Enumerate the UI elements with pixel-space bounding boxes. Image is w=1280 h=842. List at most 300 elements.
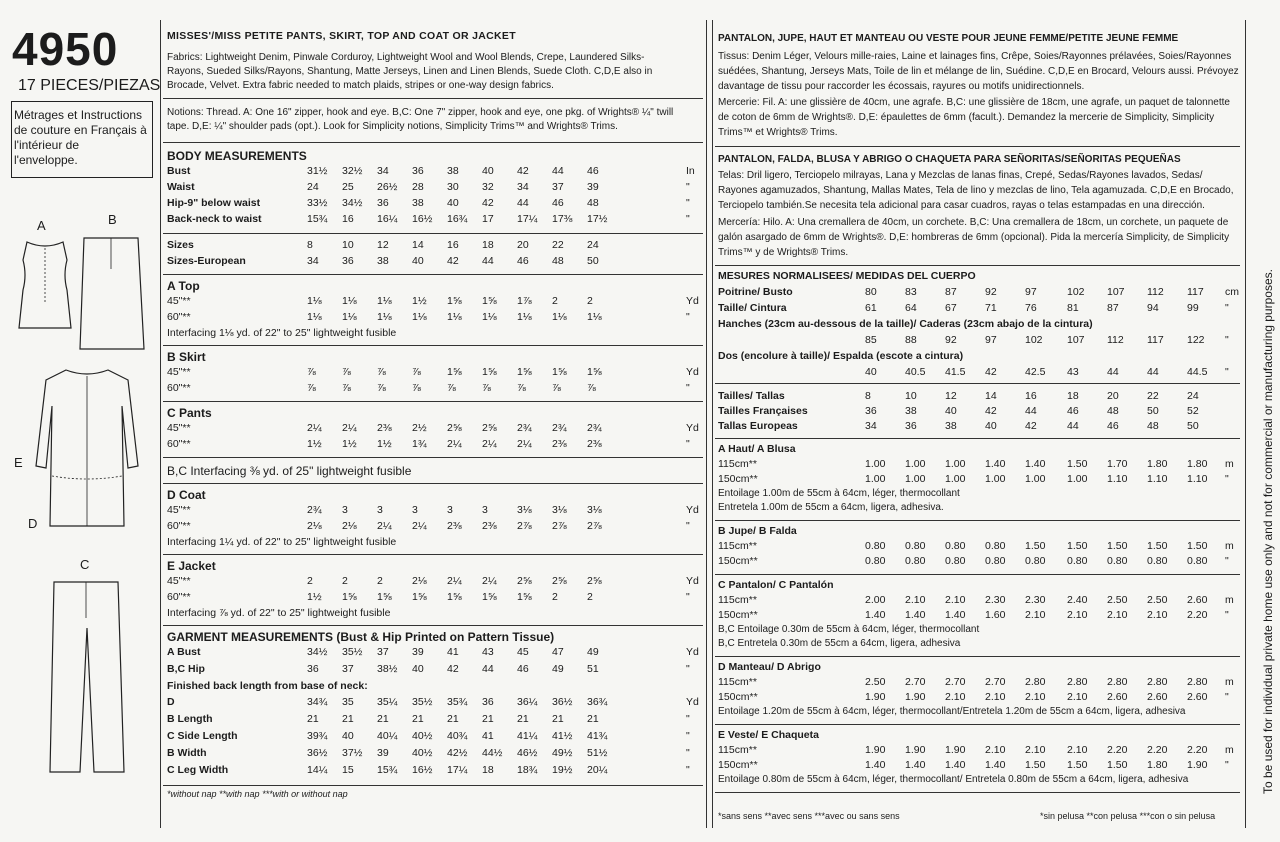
cell-value: 24 xyxy=(307,181,319,193)
view-label: C xyxy=(80,557,90,572)
cell-value: 1⅛ xyxy=(412,311,427,323)
cell-value: 2⅝ xyxy=(517,575,532,587)
row-label: Tallas Europeas xyxy=(718,420,798,432)
cell-value: 2¼ xyxy=(447,438,462,450)
cell-value: 2¼ xyxy=(342,422,357,434)
cell-value: 1.40 xyxy=(985,759,1006,771)
row-label: B Width xyxy=(167,747,207,759)
unit-label: " xyxy=(686,747,690,759)
row-label: 115cm** xyxy=(718,458,757,470)
row-label: C Leg Width xyxy=(167,764,229,776)
row-label: Sizes-European xyxy=(167,255,246,267)
cell-value: 2⅝ xyxy=(552,575,567,587)
cell-value: 16 xyxy=(1025,390,1037,402)
section-title: D Coat xyxy=(167,488,206,502)
cell-value: 87 xyxy=(1107,302,1119,314)
cell-value: 2¾ xyxy=(587,422,602,434)
row-label: Bust xyxy=(167,165,191,177)
cell-value: 1⅝ xyxy=(482,295,497,307)
cell-value: 21 xyxy=(517,713,529,725)
unit-label: " xyxy=(686,764,690,776)
row-label: Tailles Françaises xyxy=(718,405,808,417)
cell-value: 2.70 xyxy=(905,676,926,688)
cell-value: 2.10 xyxy=(945,594,966,606)
merceria-text: Trims™ y de Wrights® Trims. xyxy=(718,247,849,258)
unit-label: " xyxy=(1225,759,1229,771)
row-label: 60"** xyxy=(167,438,191,450)
cell-value: 1⅝ xyxy=(447,591,462,603)
cell-value: 40.5 xyxy=(905,366,926,378)
cell-value: 1⅝ xyxy=(377,591,392,603)
cell-value: 1⅝ xyxy=(482,366,497,378)
cell-value: 1.40 xyxy=(865,609,886,621)
cell-value: 1.40 xyxy=(1025,458,1046,470)
cell-value: 2⅝ xyxy=(447,422,462,434)
cell-value: 3⅛ xyxy=(517,504,532,516)
rule xyxy=(715,792,1240,793)
english-title: MISSES'/MISS PETITE PANTS, SKIRT, TOP AND COAT OR JACKET xyxy=(167,30,516,42)
cell-value: 2⅜ xyxy=(447,520,462,532)
row-label: B,C Hip xyxy=(167,663,205,675)
tissus-text: Tissus: Denim Léger, Velours mille-raies, Laine et lainages fins, Crêpe, Soies/Rayonnes prélavées, Soies/Rayonnes xyxy=(718,51,1232,62)
cell-value: 37 xyxy=(342,663,354,675)
cell-value: 2.60 xyxy=(1187,691,1208,703)
cell-value: 34¾ xyxy=(307,696,328,708)
cell-value: 2.10 xyxy=(985,744,1006,756)
rule xyxy=(163,274,703,275)
cell-value: 2.80 xyxy=(1187,676,1208,688)
footnote: *without nap **with nap ***with or without nap xyxy=(167,789,348,799)
interfacing-note: B,C Entretela 0.30m de 55cm a 64cm, ligera, adhesiva xyxy=(718,638,961,649)
row-label: 150cm** xyxy=(718,555,758,567)
cell-value: 37 xyxy=(552,181,564,193)
rule xyxy=(715,656,1240,657)
cell-value: 46 xyxy=(517,663,529,675)
row-label: 60"** xyxy=(167,382,191,394)
cell-value: 1⅝ xyxy=(342,591,357,603)
row-label: 115cm** xyxy=(718,676,757,688)
unit-label: Yd xyxy=(686,295,699,307)
cell-value: 1.50 xyxy=(1067,759,1088,771)
cell-value: 21 xyxy=(447,713,459,725)
section-title: E Veste/ E Chaqueta xyxy=(718,729,819,741)
cell-value: 3 xyxy=(447,504,453,516)
cell-value: 83 xyxy=(905,286,917,298)
cell-value: 0.80 xyxy=(1107,555,1128,567)
cell-value: 43 xyxy=(482,646,494,658)
cell-value: 30 xyxy=(447,181,459,193)
cell-value: 1½ xyxy=(307,591,322,603)
cell-value: 1⅛ xyxy=(552,311,567,323)
cell-value: 2¼ xyxy=(377,520,392,532)
cell-value: 2.60 xyxy=(1147,691,1168,703)
cell-value: 46 xyxy=(1067,405,1079,417)
cell-value: 64 xyxy=(905,302,917,314)
cell-value: 36½ xyxy=(552,696,573,708)
cell-value: 1½ xyxy=(412,295,427,307)
cell-value: 1.00 xyxy=(865,473,886,485)
unit-label: " xyxy=(1225,691,1229,703)
row-label: 150cm** xyxy=(718,691,758,703)
cell-value: 1⅛ xyxy=(377,311,392,323)
cell-value: 2.50 xyxy=(1147,594,1168,606)
rule xyxy=(163,142,703,143)
cell-value: 2.10 xyxy=(1025,691,1046,703)
section-title: BODY MEASUREMENTS xyxy=(167,149,307,163)
cell-value: 48 xyxy=(552,255,564,267)
cell-value: 2⅝ xyxy=(587,575,602,587)
cell-value: ⅞ xyxy=(307,382,316,394)
cell-value: 39 xyxy=(587,181,599,193)
cell-value: 2.70 xyxy=(985,676,1006,688)
cell-value: 2.20 xyxy=(1107,744,1128,756)
cell-value: 34 xyxy=(307,255,319,267)
cell-value: 35 xyxy=(342,696,354,708)
cell-value: 1⅝ xyxy=(412,591,427,603)
cell-value: 50 xyxy=(587,255,599,267)
cell-value: 44 xyxy=(552,165,564,177)
cell-value: 41¾ xyxy=(587,730,608,742)
cell-value: 2¼ xyxy=(447,575,462,587)
cell-value: 1⅛ xyxy=(342,311,357,323)
view-label: E xyxy=(14,455,23,470)
cell-value: 41.5 xyxy=(945,366,966,378)
french-box-line: Métrages et Instructions xyxy=(14,108,143,122)
unit-label: m xyxy=(1225,676,1234,688)
row-label: 150cm** xyxy=(718,759,758,771)
pattern-number: 4950 xyxy=(12,23,119,75)
cell-value: 21 xyxy=(412,713,424,725)
cell-value: 1.00 xyxy=(945,473,966,485)
cell-value: 1.00 xyxy=(1067,473,1088,485)
cell-value: 28 xyxy=(412,181,424,193)
cell-value: 50 xyxy=(1147,405,1159,417)
pants-sketch xyxy=(48,578,128,778)
interfacing-note: Entoilage 0.80m de 55cm à 64cm, léger, thermocollant/ Entretela 0.80m de 55cm a 64cm, ligera, adhesiva xyxy=(718,774,1189,785)
cell-value: 46 xyxy=(517,255,529,267)
cell-value: 2⅜ xyxy=(587,438,602,450)
cell-value: 0.80 xyxy=(905,555,926,567)
cell-value: 1.50 xyxy=(1107,540,1128,552)
cell-value: 1.40 xyxy=(905,609,926,621)
cell-value: 2.10 xyxy=(1067,744,1088,756)
cell-value: 48 xyxy=(587,197,599,209)
cell-value: 2¼ xyxy=(517,438,532,450)
cell-value: 0.80 xyxy=(1067,555,1088,567)
unit-label: " xyxy=(686,438,690,450)
row-label: Taille/ Cintura xyxy=(718,302,787,314)
cell-value: 92 xyxy=(945,334,957,346)
cell-value: 2.00 xyxy=(865,594,886,606)
cell-value: 2.50 xyxy=(1107,594,1128,606)
cell-value: 41 xyxy=(482,730,494,742)
cell-value: 40 xyxy=(985,420,997,432)
section-title: E Jacket xyxy=(167,559,216,573)
row-label: 45"** xyxy=(167,295,191,307)
cell-value: 2.10 xyxy=(1147,609,1168,621)
mercerie-text: Trims™ et Wrights® Trims. xyxy=(718,127,838,138)
rule xyxy=(163,98,703,99)
footnote: *sin pelusa **con pelusa ***con o sin pelusa xyxy=(1040,811,1216,821)
cell-value: 44 xyxy=(1107,366,1119,378)
cell-value: 1.90 xyxy=(905,691,926,703)
cell-value: 35½ xyxy=(412,696,433,708)
cell-value: 10 xyxy=(905,390,917,402)
cell-value: 2.10 xyxy=(1025,609,1046,621)
row-label: Hanches (23cm au-dessous de la taille)/ Caderas (23cm abajo de la cintura) xyxy=(718,318,1093,330)
cell-value: 2⅝ xyxy=(482,422,497,434)
unit-label: " xyxy=(686,663,690,675)
cell-value: ⅞ xyxy=(377,366,386,378)
cell-value: 2.20 xyxy=(1187,609,1208,621)
french-title: PANTALON, JUPE, HAUT ET MANTEAU OU VESTE POUR JEUNE FEMME/PETITE JEUNE FEMME xyxy=(718,33,1179,44)
cell-value: 37½ xyxy=(342,747,363,759)
cell-value: 41¼ xyxy=(517,730,538,742)
cell-value: 36 xyxy=(377,197,389,209)
cell-value: 46½ xyxy=(517,747,538,759)
cell-value: 40 xyxy=(412,663,424,675)
unit-label: " xyxy=(1225,302,1229,314)
cell-value: 1.00 xyxy=(985,473,1006,485)
rule xyxy=(163,785,703,786)
footnote: *sans sens **avec sens ***avec ou sans sens xyxy=(718,811,900,821)
cell-value: 2⅛ xyxy=(307,520,322,532)
cell-value: 36 xyxy=(482,696,494,708)
cell-value: ⅞ xyxy=(307,366,316,378)
row-label: 45"** xyxy=(167,422,191,434)
unit-label: " xyxy=(686,181,690,193)
cell-value: 14 xyxy=(985,390,997,402)
cell-value: 44 xyxy=(1147,366,1159,378)
unit-label: cm xyxy=(1225,286,1239,298)
cell-value: 17⅜ xyxy=(552,213,573,225)
cell-value: 1.90 xyxy=(1187,759,1208,771)
section-title: GARMENT MEASUREMENTS (Bust & Hip Printed on Pattern Tissue) xyxy=(167,630,555,644)
cell-value: 2 xyxy=(342,575,348,587)
cell-value: 3⅛ xyxy=(552,504,567,516)
cell-value: 1.90 xyxy=(905,744,926,756)
skirt-sketch xyxy=(78,234,148,354)
cell-value: 85 xyxy=(865,334,877,346)
cell-value: 49 xyxy=(552,663,564,675)
cell-value: 2.80 xyxy=(1147,676,1168,688)
cell-value: 2.10 xyxy=(1067,609,1088,621)
unit-label: " xyxy=(1225,334,1229,346)
cell-value: 21 xyxy=(587,713,599,725)
cell-value: 41 xyxy=(447,646,459,658)
cell-value: 40 xyxy=(412,255,424,267)
cell-value: ⅞ xyxy=(412,382,421,394)
cell-value: 44 xyxy=(1025,405,1037,417)
cell-value: 34½ xyxy=(342,197,363,209)
cell-value: 17 xyxy=(482,213,494,225)
unit-label: " xyxy=(1225,609,1229,621)
view-label: D xyxy=(28,516,38,531)
cell-value: 2¼ xyxy=(412,520,427,532)
cell-value: 2¼ xyxy=(307,422,322,434)
interfacing-note: Entoilage 1.00m de 55cm à 64cm, léger, thermocollant xyxy=(718,488,960,499)
cell-value: 2.80 xyxy=(1025,676,1046,688)
merceria-text: galón asargado de 6mm de Wrights®. D,E: hombreras de 6mm (opcional). Pida la mercería Simplicity, de Simplicity xyxy=(718,232,1230,243)
cell-value: 21 xyxy=(482,713,494,725)
cell-value: 102 xyxy=(1067,286,1085,298)
french-box-line: l'enveloppe. xyxy=(14,153,78,167)
cell-value: 1.00 xyxy=(905,473,926,485)
section-title: MESURES NORMALISEES/ MEDIDAS DEL CUERPO xyxy=(718,270,976,282)
cell-value: 1.00 xyxy=(1025,473,1046,485)
cell-value: 1.40 xyxy=(865,759,886,771)
merceria-text: Mercería: Hilo. A: Una cremallera de 40cm, un corchete. B,C: Una cremallera de 18cm, un corchete, un paquete de xyxy=(718,217,1229,228)
cell-value: 1⅝ xyxy=(587,366,602,378)
notions-text: Notions: Thread. A: One 16" zipper, hook and eye. B,C: One 7" zipper, hook and eye, one pkg. of Wrights® ¼" twill xyxy=(167,107,674,118)
cell-value: 1⅛ xyxy=(447,311,462,323)
cell-value: 42 xyxy=(447,663,459,675)
row-label: 60"** xyxy=(167,591,191,603)
cell-value: 2.10 xyxy=(985,691,1006,703)
cell-value: 3 xyxy=(412,504,418,516)
cell-value: 42 xyxy=(482,197,494,209)
cell-value: 1.10 xyxy=(1187,473,1208,485)
cell-value: 1⅛ xyxy=(307,295,322,307)
cell-value: 102 xyxy=(1025,334,1043,346)
row-label: B Length xyxy=(167,713,213,725)
cell-value: 40½ xyxy=(412,747,433,759)
fabrics-text: Fabrics: Lightweight Denim, Pinwale Corduroy, Lightweight Wool and Wool Blends, Crepe, Laundered Silks- xyxy=(167,52,645,63)
cell-value: 2 xyxy=(377,575,383,587)
cell-value: 2.10 xyxy=(945,691,966,703)
row-label: 115cm** xyxy=(718,540,757,552)
cell-value: 2.80 xyxy=(1067,676,1088,688)
row-label: Waist xyxy=(167,181,195,193)
unit-label: m xyxy=(1225,540,1234,552)
cell-value: 2 xyxy=(587,591,593,603)
cell-value: 2.40 xyxy=(1067,594,1088,606)
cell-value: 44 xyxy=(517,197,529,209)
cell-value: 21 xyxy=(377,713,389,725)
cell-value: 0.80 xyxy=(945,555,966,567)
cell-value: 16¾ xyxy=(447,213,468,225)
rule xyxy=(163,401,703,402)
cell-value: 71 xyxy=(985,302,997,314)
unit-label: Yd xyxy=(686,575,699,587)
cell-value: 44 xyxy=(482,663,494,675)
cell-value: 1.40 xyxy=(945,759,966,771)
cell-value: 3 xyxy=(482,504,488,516)
cell-value: 112 xyxy=(1107,334,1124,346)
cell-value: 1⅝ xyxy=(447,366,462,378)
cell-value: 1.40 xyxy=(905,759,926,771)
unit-label: " xyxy=(686,197,690,209)
cell-value: 0.80 xyxy=(865,555,886,567)
cell-value: 94 xyxy=(1147,302,1159,314)
cell-value: 67 xyxy=(945,302,957,314)
cell-value: 2⅜ xyxy=(482,520,497,532)
cell-value: 15 xyxy=(342,764,354,776)
cell-value: 38½ xyxy=(377,663,398,675)
cell-value: 8 xyxy=(307,239,313,251)
cell-value: 97 xyxy=(985,334,997,346)
cell-value: 2¾ xyxy=(552,422,567,434)
cell-value: 2.60 xyxy=(1187,594,1208,606)
cell-value: 1½ xyxy=(377,438,392,450)
unit-label: " xyxy=(686,591,690,603)
row-label: 60"** xyxy=(167,520,191,532)
cell-value: 0.80 xyxy=(1025,555,1046,567)
cell-value: 1½ xyxy=(307,438,322,450)
cell-value: 44 xyxy=(482,255,494,267)
fabrics-text: Brocade, Velvet. Extra fabric needed to match plaids, stripes or one-way design fabrics. xyxy=(167,80,554,91)
cell-value: 1⅛ xyxy=(342,295,357,307)
cell-value: 1.40 xyxy=(945,609,966,621)
rule xyxy=(163,457,703,458)
cell-value: 15¾ xyxy=(377,764,398,776)
cell-value: 36 xyxy=(342,255,354,267)
cell-value: 31½ xyxy=(307,165,328,177)
cell-value: 1⅛ xyxy=(587,311,602,323)
row-label: A Bust xyxy=(167,646,201,658)
cell-value: 1.50 xyxy=(1067,458,1088,470)
cell-value: 37 xyxy=(377,646,389,658)
cell-value: 2.60 xyxy=(1107,691,1128,703)
cell-value: 42 xyxy=(517,165,529,177)
cell-value: 1½ xyxy=(342,438,357,450)
cell-value: ⅞ xyxy=(482,382,491,394)
cell-value: 36 xyxy=(307,663,319,675)
row-label: 150cm** xyxy=(718,473,758,485)
unit-label: m xyxy=(1225,594,1234,606)
cell-value: 36¾ xyxy=(587,696,608,708)
cell-value: 20¼ xyxy=(587,764,608,776)
unit-label: " xyxy=(686,311,690,323)
cell-value: 35¼ xyxy=(377,696,398,708)
cell-value: 1.60 xyxy=(985,609,1006,621)
cell-value: 87 xyxy=(945,286,957,298)
cell-value: 50 xyxy=(1187,420,1199,432)
interfacing-note: Entretela 1.00m de 55cm a 64cm, ligera, adhesiva. xyxy=(718,502,944,513)
cell-value: 2⅛ xyxy=(342,520,357,532)
row-label: 115cm** xyxy=(718,594,757,606)
interfacing-note: B,C Entoilage 0.30m de 55cm à 64cm, léger, thermocollant xyxy=(718,624,980,635)
row-label: Sizes xyxy=(167,239,194,251)
cell-value: 1.50 xyxy=(1025,540,1046,552)
interfacing-note: Interfacing 1¼ yd. of 22" to 25" lightweight fusible xyxy=(167,536,397,548)
row-label: 150cm** xyxy=(718,609,758,621)
unit-label: " xyxy=(686,730,690,742)
unit-label: Yd xyxy=(686,696,699,708)
cell-value: 39 xyxy=(412,646,424,658)
rule xyxy=(163,554,703,555)
cell-value: 2⅛ xyxy=(412,575,427,587)
cell-value: 32½ xyxy=(342,165,363,177)
cell-value: 40 xyxy=(865,366,877,378)
cell-value: 2.80 xyxy=(1107,676,1128,688)
cell-value: 22 xyxy=(552,239,564,251)
cell-value: 2.10 xyxy=(1025,744,1046,756)
cell-value: ⅞ xyxy=(587,382,596,394)
cell-value: ⅞ xyxy=(412,366,421,378)
cell-value: 19½ xyxy=(552,764,573,776)
row-label: Finished back length from base of neck: xyxy=(167,680,368,692)
cell-value: 1.40 xyxy=(985,458,1006,470)
fabrics-text: Rayons, Sueded Silks/Rayons, Shantung, Matte Jerseys, Linen and Linen Blends, Suede Cloth. C,D,E also in xyxy=(167,66,653,77)
cell-value: 1.90 xyxy=(945,744,966,756)
rule xyxy=(715,265,1240,266)
cell-value: 1.80 xyxy=(1147,458,1168,470)
cell-value: 38 xyxy=(412,197,424,209)
rule xyxy=(715,146,1240,147)
rule xyxy=(715,383,1240,384)
cell-value: 22 xyxy=(1147,390,1159,402)
